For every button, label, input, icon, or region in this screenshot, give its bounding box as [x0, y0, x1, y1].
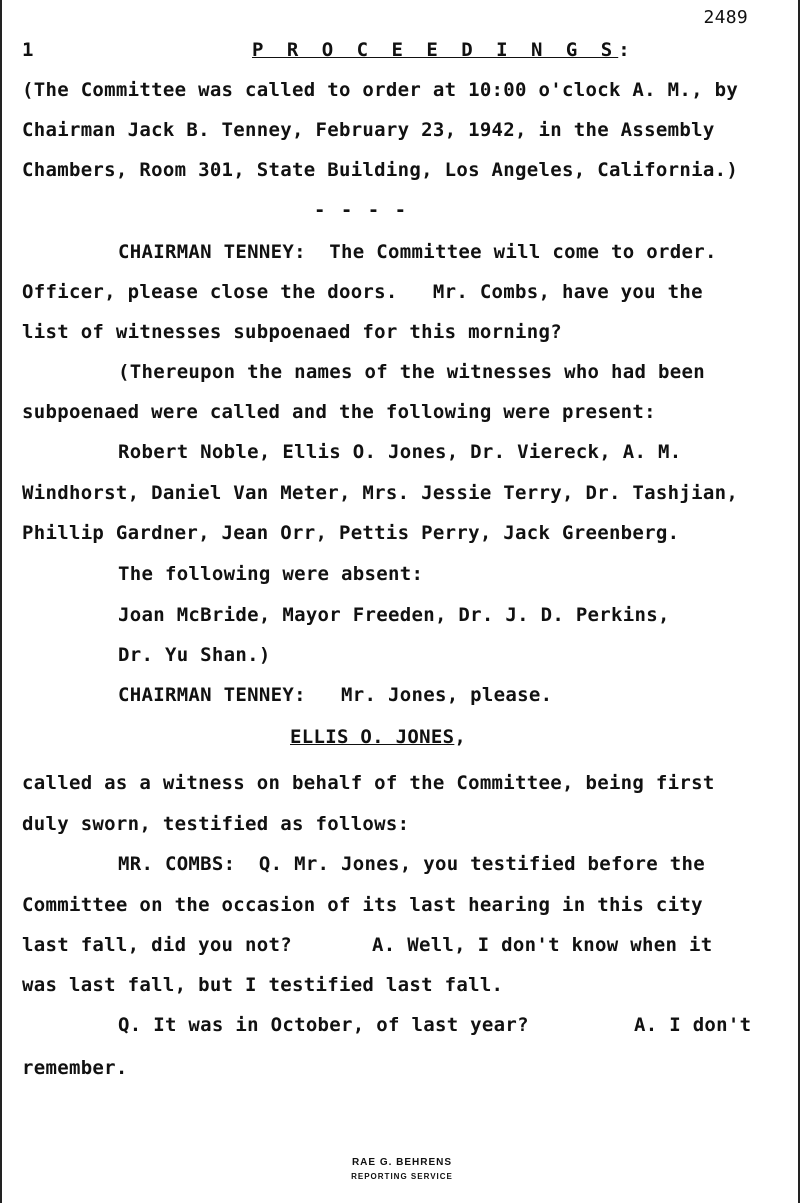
proceedings-heading-colon: :	[618, 39, 636, 61]
reporting-service-label: REPORTING SERVICE	[351, 1172, 453, 1181]
proceedings-heading	[252, 38, 636, 62]
transcript-answer: A. I don't	[634, 1014, 752, 1036]
line-number: 1	[22, 39, 34, 61]
transcript-line: Dr. Yu Shan.)	[118, 644, 271, 666]
transcript-answer: A. Well, I don't know when it	[372, 934, 713, 956]
transcript-line: CHAIRMAN TENNEY: Mr. Jones, please.	[118, 684, 553, 706]
reporter-name: RAE G. BEHRENS	[351, 1157, 453, 1168]
transcript-line: Phillip Gardner, Jean Orr, Pettis Perry, Jack Greenberg.	[22, 522, 680, 544]
transcript-line: duly sworn, testified as follows:	[22, 813, 410, 835]
transcript-line: last fall, did you not?	[22, 934, 292, 956]
transcript-line: Chambers, Room 301, State Building, Los Angeles, California.)	[22, 159, 739, 181]
transcript-line: Robert Noble, Ellis O. Jones, Dr. Viereck, A. M.	[118, 441, 682, 463]
transcript-line: Committee on the occasion of its last hearing in this city	[22, 894, 703, 916]
transcript-line: called as a witness on behalf of the Committee, being first	[22, 772, 715, 794]
transcript-line: Joan McBride, Mayor Freeden, Dr. J. D. Perkins,	[118, 604, 670, 626]
transcript-line: list of witnesses subpoenaed for this morning?	[22, 321, 562, 343]
transcript-line: subpoenaed were called and the following were present:	[22, 401, 656, 423]
transcript-line: Q. It was in October, of last year?	[118, 1014, 529, 1036]
witness-heading	[290, 725, 466, 749]
transcript-line: remember.	[22, 1057, 128, 1079]
page-number: 2489	[703, 7, 748, 28]
transcript-line: Chairman Jack B. Tenney, February 23, 1942, in the Assembly	[22, 119, 715, 141]
witness-heading-name: ELLIS O. JONES	[290, 726, 455, 748]
transcript-line: The following were absent:	[118, 563, 424, 585]
transcript-line: (Thereupon the names of the witnesses who had been	[118, 361, 705, 383]
separator-dashes: - - - -	[314, 199, 409, 221]
transcript-line: (The Committee was called to order at 10:00 o'clock A. M., by	[22, 79, 739, 101]
transcript-line: MR. COMBS: Q. Mr. Jones, you testified before the	[118, 853, 705, 875]
transcript-line: Officer, please close the doors. Mr. Combs, have you the	[22, 281, 703, 303]
transcript-line: CHAIRMAN TENNEY: The Committee will come to order.	[118, 241, 717, 263]
witness-heading-comma: ,	[454, 726, 467, 748]
transcript-line: was last fall, but I testified last fall.	[22, 974, 504, 996]
transcript-line: Windhorst, Daniel Van Meter, Mrs. Jessie Terry, Dr. Tashjian,	[22, 482, 739, 504]
proceedings-heading-text: P R O C E E D I N G S	[252, 39, 619, 61]
